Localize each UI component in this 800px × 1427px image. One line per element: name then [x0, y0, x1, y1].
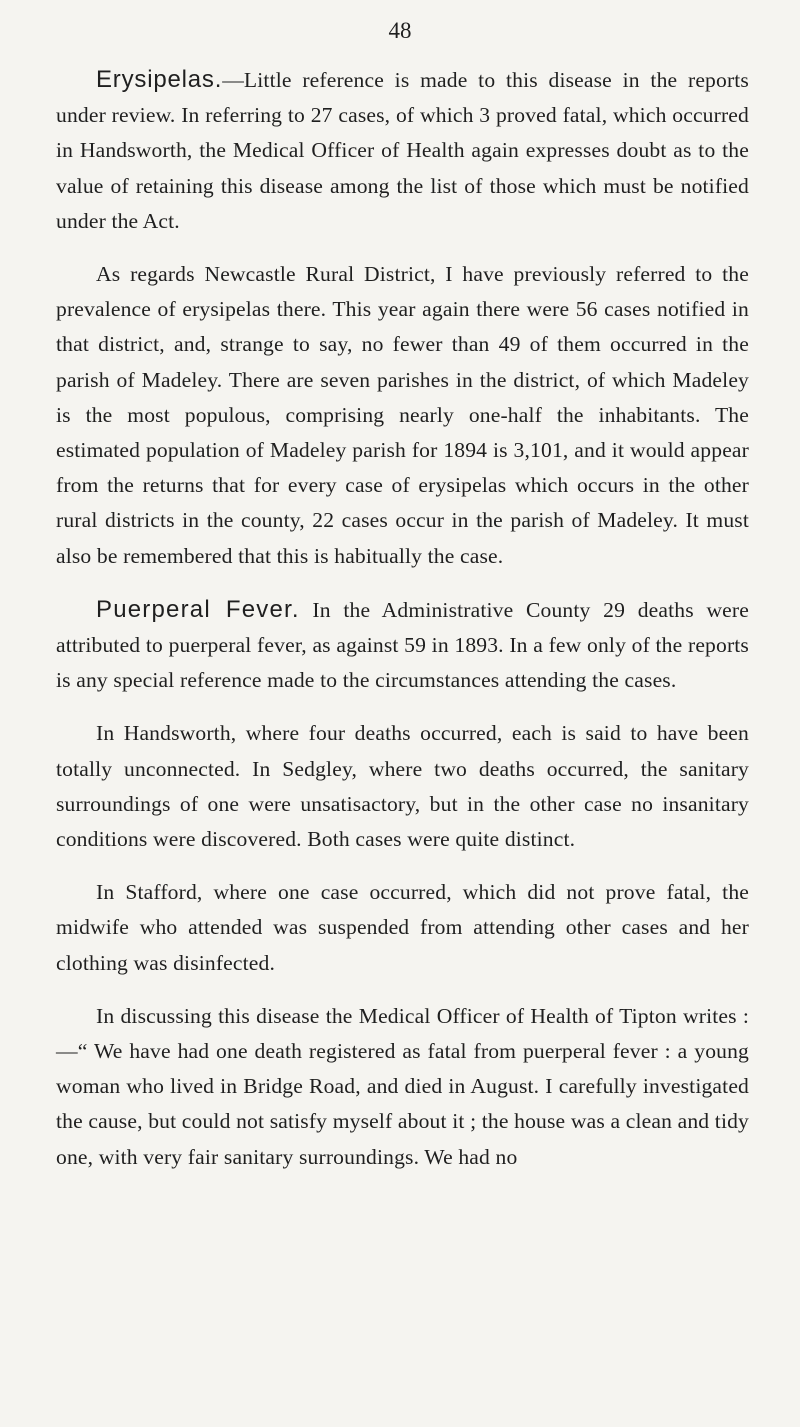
puerperal-paragraph-1-text: In the Administrative County 29 deaths were attributed to puerperal fever, as against 59 in 1893. In a few only of the reports is any special reference made to the circumstances attending the cases. — [56, 597, 749, 693]
erysipelas-paragraph-1 — [56, 62, 749, 239]
page-number: 48 — [388, 18, 412, 43]
puerperal-paragraph-3: In Stafford, where one case occurred, which did not prove fatal, the midwife who attended was suspended from attending other cases and her clothing was disinfected. — [56, 880, 749, 975]
erysipelas-paragraph-1-text: —Little reference is made to this disease in the reports under review. In referring to 27 cases, of which 3 proved fatal, which occurred in Handsworth, the Medical Officer of Health again expresses doubt as to the value of retaining this disease among the list of those which must be notified under the Act. — [56, 68, 749, 233]
puerperal-fever-heading: Puerperal Fever. — [96, 595, 300, 623]
puerperal-paragraph-2: In Handsworth, where four deaths occurred, each is said to have been totally unconnected. In Sedgley, where two deaths occurred, the sanitary surroundings of one were unsatisactory, but in the other case no insanitary conditions were discovered. Both cases were quite distinct. — [56, 721, 749, 852]
erysipelas-paragraph-2: As regards Newcastle Rural District, I have previously referred to the prevalence of erysipelas there. This year again there were 56 cases notified in that district, and, strange to say, no fewer than 49 of them occurred in the parish of Madeley. There are seven parishes in the district, of which Madeley is the most populous, comprising nearly one-half the inhabitants. The estimated population of Madeley parish for 1894 is 3,101, and it would appear from the returns that for every case of erysipelas which occurs in the other rural districts in the county, 22 cases occur in the parish of Madeley. It must also be remembered that this is habitually the case. — [56, 262, 749, 568]
puerperal-paragraph-4: In discussing this disease the Medical Officer of Health of Tipton writes :—“ We have had one death registered as fatal from puerperal fever : a young woman who lived in Bridge Road, and died in August. I carefully investigated the cause, but could not satisfy myself about it ; the house was a clean and tidy one, with very fair sanitary surroundings. We had no — [56, 1003, 749, 1169]
document-body — [56, 62, 749, 1193]
erysipelas-heading: Erysipelas. — [96, 66, 223, 93]
puerperal-paragraph-1 — [56, 592, 749, 699]
